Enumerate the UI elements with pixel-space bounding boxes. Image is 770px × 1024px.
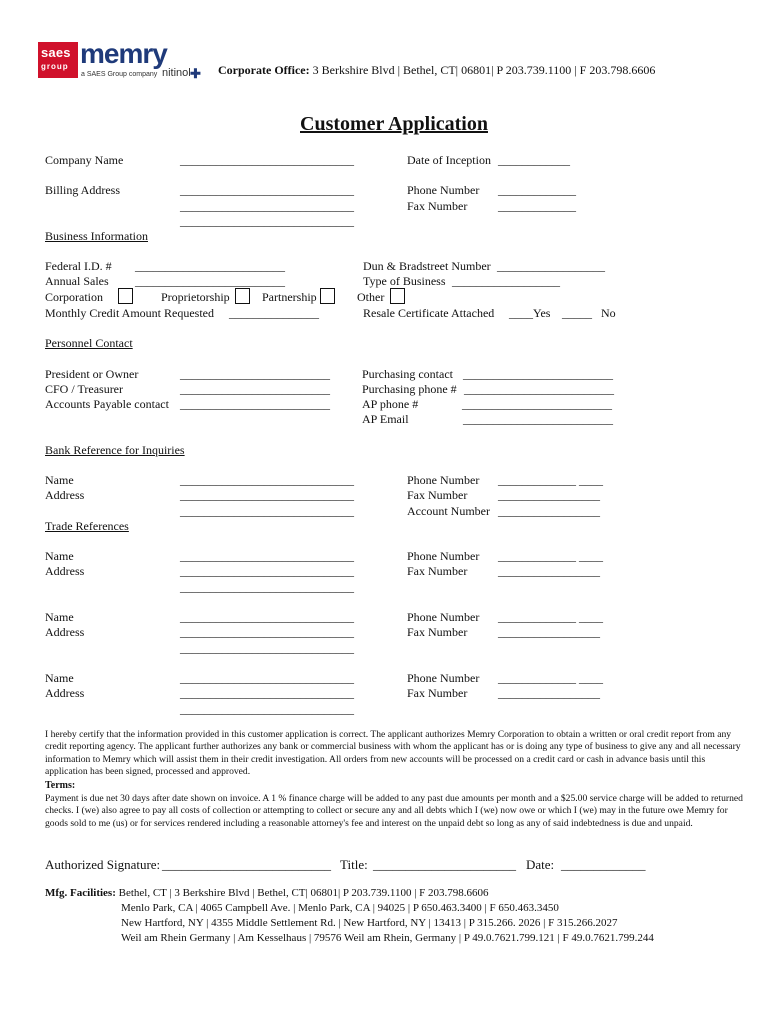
trade-ref-1-name-field[interactable]: _____________________________	[180, 549, 354, 563]
trade-ref-3-phone-label: Phone Number	[407, 671, 480, 685]
facility-weil-am-rhein: Weil am Rhein Germany | Am Kesselhaus | 79576 Weil am Rhein, Germany | P 49.0.7621.799.121 | F 49.0.7621.799.244	[121, 932, 654, 944]
corporation-checkbox[interactable]	[118, 288, 133, 306]
trade-ref-3-name-label: Name	[45, 671, 74, 685]
nitinol-logo: nitinol	[162, 67, 191, 79]
corporate-office-text: 3 Berkshire Blvd | Bethel, CT| 06801| P 203.739.1100 | F 203.798.6606	[309, 63, 656, 77]
trade-references-heading: Trade References	[45, 519, 129, 533]
monthly-credit-label: Monthly Credit Amount Requested	[45, 306, 214, 320]
bank-account-label: Account Number	[407, 504, 490, 518]
saes-logo	[38, 42, 78, 78]
fax-number-field[interactable]: _____________	[498, 199, 576, 213]
bank-phone-field[interactable]: _____________ ____	[498, 473, 603, 487]
trade-ref-2-address-label: Address	[45, 625, 85, 639]
personnel-contact-heading: Personnel Contact	[45, 336, 133, 350]
other-checkbox[interactable]	[390, 288, 405, 306]
proprietorship-label: Proprietorship	[161, 290, 230, 304]
bank-fax-field[interactable]: _________________	[498, 488, 600, 502]
facility-line-1	[45, 887, 489, 899]
president-owner-field[interactable]: _________________________	[180, 367, 330, 381]
partnership-label: Partnership	[262, 290, 317, 304]
terms-label: Terms:	[45, 780, 76, 791]
bank-name-field[interactable]: _____________________________	[180, 473, 354, 487]
duns-label: Dun & Bradstreet Number	[363, 259, 491, 273]
other-label: Other	[357, 290, 385, 304]
bank-address-field-1[interactable]: _____________________________	[180, 488, 354, 502]
bank-address-field-2[interactable]: _____________________________	[180, 504, 354, 518]
bank-fax-label: Fax Number	[407, 488, 468, 502]
trade-ref-3-phone-field[interactable]: _____________ ____	[498, 671, 603, 685]
resale-yes-option[interactable]: ____Yes	[509, 306, 551, 320]
purchasing-phone-label: Purchasing phone #	[362, 382, 457, 396]
trade-ref-2-phone-field[interactable]: _____________ ____	[498, 610, 603, 624]
billing-address-field-3[interactable]: _____________________________	[180, 214, 354, 228]
authorized-signature-field[interactable]: __________________________	[162, 857, 331, 872]
bank-account-field[interactable]: _________________	[498, 504, 600, 518]
monthly-credit-field[interactable]: _______________	[229, 306, 319, 320]
memry-logo: memry	[80, 38, 167, 69]
trade-ref-2-fax-field[interactable]: _________________	[498, 625, 600, 639]
facility-new-hartford: New Hartford, NY | 4355 Middle Settlement Rd. | New Hartford, NY | 13413 | P 315.266. 2026 | F 315.266.2027	[121, 917, 618, 929]
bank-phone-label: Phone Number	[407, 473, 480, 487]
trade-ref-2-fax-label: Fax Number	[407, 625, 468, 639]
trade-ref-2-address-field-2[interactable]: _____________________________	[180, 641, 354, 655]
ap-phone-field[interactable]: _________________________	[462, 397, 612, 411]
facility-bethel: Bethel, CT | 3 Berkshire Blvd | Bethel, CT| 06801| P 203.739.1100 | F 203.798.6606	[115, 887, 489, 899]
trade-ref-2-name-label: Name	[45, 610, 74, 624]
date-of-inception-label: Date of Inception	[407, 153, 491, 167]
trade-ref-1-name-label: Name	[45, 549, 74, 563]
page-title: Customer Application	[300, 113, 488, 135]
purchasing-contact-label: Purchasing contact	[362, 367, 453, 381]
trade-ref-2-name-field[interactable]: _____________________________	[180, 610, 354, 624]
ap-phone-label: AP phone #	[362, 397, 419, 411]
purchasing-phone-field[interactable]: _________________________	[464, 382, 614, 396]
federal-id-label: Federal I.D. #	[45, 259, 112, 273]
type-of-business-field[interactable]: __________________	[452, 274, 560, 288]
president-owner-label: President or Owner	[45, 367, 139, 381]
ap-email-field[interactable]: _________________________	[463, 412, 613, 426]
billing-address-field-1[interactable]: _____________________________	[180, 183, 354, 197]
annual-sales-label: Annual Sales	[45, 274, 109, 288]
terms-paragraph: Payment is due net 30 days after date shown on invoice. A 1 % finance charge will be added to any past due amounts per month and a $25.00 service charge will be added to returned checks. I (we) also agree to pay all costs of collection or attempting to collect or secure any and all debts which I (we) now owe or which I (we) may in the future owe Memry for goods sold to me (us) or for services rendered including a reasonable attorney's fee and interest on the unpaid debt so long as any of said indebtedness is due and unpaid.	[45, 793, 743, 829]
trade-ref-2-phone-label: Phone Number	[407, 610, 480, 624]
trade-ref-1-address-field-2[interactable]: _____________________________	[180, 580, 354, 594]
trade-ref-3-address-field-2[interactable]: _____________________________	[180, 702, 354, 716]
trade-ref-1-address-label: Address	[45, 564, 85, 578]
title-label: Title:	[340, 857, 368, 872]
ap-contact-label: Accounts Payable contact	[45, 397, 169, 411]
certification-paragraph: I hereby certify that the information provided in this customer application is correct. The applicant authorizes Memry Corporation to obtain a written or oral credit report from any credit reporting agency. The applicant further authorizes any bank or commercial business with whom the applicant has or is doing any type of business to give any and all necessary information to Memry which will assist them in their credit investigation. All orders from new accounts will be processed on a credit card or cash in advance basis until this application has been signed, processed and approved.	[45, 729, 741, 778]
trade-ref-3-name-field[interactable]: _____________________________	[180, 671, 354, 685]
trade-ref-1-address-field-1[interactable]: _____________________________	[180, 564, 354, 578]
trade-ref-3-fax-label: Fax Number	[407, 686, 468, 700]
date-label: Date:	[526, 857, 555, 872]
memry-logo-subtitle: a SAES Group company	[81, 71, 158, 78]
resale-no-option[interactable]: _____ No	[562, 306, 616, 320]
trade-ref-1-phone-label: Phone Number	[407, 549, 480, 563]
title-field[interactable]: ______________________	[373, 857, 516, 872]
phone-number-label: Phone Number	[407, 183, 480, 197]
cfo-treasurer-field[interactable]: _________________________	[180, 382, 330, 396]
trade-ref-2-address-field-1[interactable]: _____________________________	[180, 625, 354, 639]
date-of-inception-field[interactable]: ____________	[498, 153, 570, 167]
billing-address-label: Billing Address	[45, 183, 121, 197]
business-information-heading: Business Information	[45, 229, 148, 243]
trade-ref-3-fax-field[interactable]: _________________	[498, 686, 600, 700]
cfo-treasurer-label: CFO / Treasurer	[45, 382, 124, 396]
ap-contact-field[interactable]: _________________________	[180, 397, 330, 411]
billing-address-field-2[interactable]: _____________________________	[180, 199, 354, 213]
facility-menlo-park: Menlo Park, CA | 4065 Campbell Ave. | Menlo Park, CA | 94025 | P 650.463.3400 | F 650.463.3450	[121, 902, 559, 914]
resale-certificate-label: Resale Certificate Attached	[363, 306, 495, 320]
type-of-business-label: Type of Business	[363, 274, 446, 288]
company-name-field[interactable]: _____________________________	[180, 153, 354, 167]
fax-number-label: Fax Number	[407, 199, 468, 213]
corporate-office	[218, 63, 655, 78]
bank-address-label: Address	[45, 488, 85, 502]
cross-icon: ✚	[190, 66, 201, 81]
date-field[interactable]: _____________	[561, 857, 646, 872]
annual-sales-field[interactable]: _________________________	[135, 274, 285, 288]
saes-logo-text: saes	[41, 45, 71, 60]
trade-ref-1-phone-field[interactable]: _____________ ____	[498, 549, 603, 563]
purchasing-contact-field[interactable]: _________________________	[463, 367, 613, 381]
authorized-signature-label: Authorized Signature:	[45, 857, 161, 872]
ap-email-label: AP Email	[362, 412, 409, 426]
duns-field[interactable]: __________________	[497, 259, 605, 273]
partnership-checkbox[interactable]	[320, 288, 335, 306]
trade-ref-1-fax-field[interactable]: _________________	[498, 564, 600, 578]
company-name-label: Company Name	[45, 153, 124, 167]
bank-name-label: Name	[45, 473, 74, 487]
phone-number-field[interactable]: _____________	[498, 183, 576, 197]
trade-ref-3-address-label: Address	[45, 686, 85, 700]
proprietorship-checkbox[interactable]	[235, 288, 250, 306]
corporation-label: Corporation	[45, 290, 103, 304]
federal-id-field[interactable]: _________________________	[135, 259, 285, 273]
trade-ref-1-fax-label: Fax Number	[407, 564, 468, 578]
bank-reference-heading: Bank Reference for Inquiries	[45, 443, 185, 457]
saes-logo-group: group	[41, 62, 69, 71]
trade-ref-3-address-field-1[interactable]: _____________________________	[180, 686, 354, 700]
corporate-office-label: Corporate Office:	[218, 63, 310, 77]
mfg-facilities-label: Mfg. Facilities:	[45, 887, 116, 899]
